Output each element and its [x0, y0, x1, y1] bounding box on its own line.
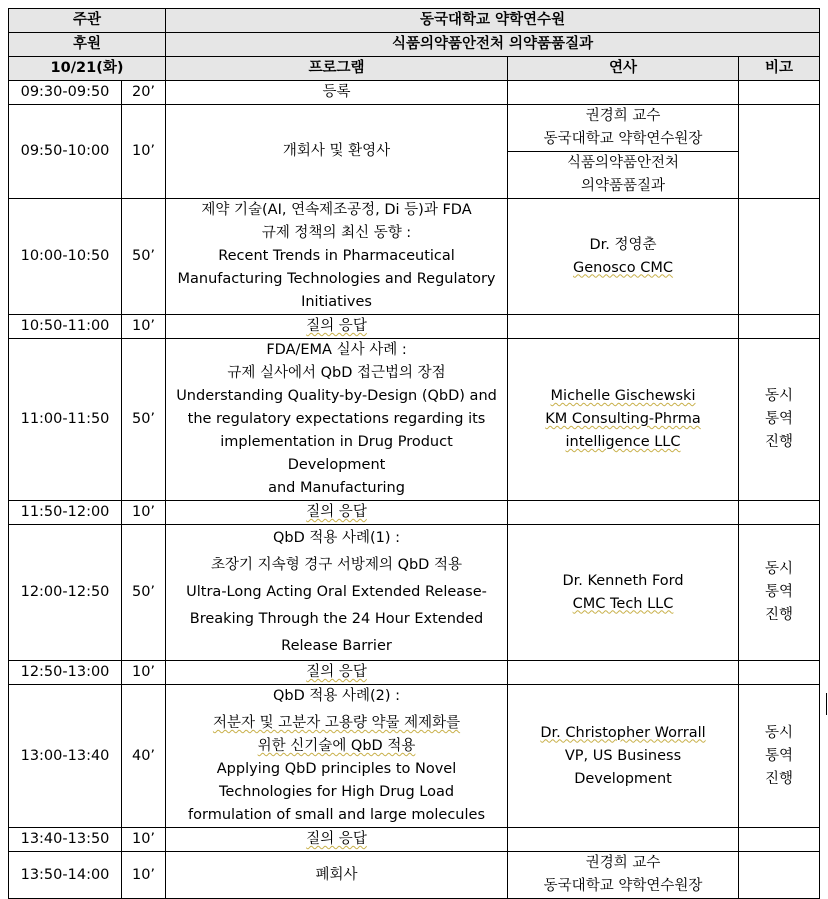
speaker-cell [508, 81, 739, 105]
program-cell [166, 852, 508, 899]
program-line: 제약 기술(AI, 연속제조공정, Di 등)과 FDA [201, 202, 472, 218]
note-line: 통역 [765, 411, 794, 427]
program-cell [166, 339, 508, 501]
duration-cell: 10’ [122, 852, 166, 899]
program-cell [166, 525, 508, 661]
speaker-line: Development [574, 770, 672, 787]
date-header: 10/21(화) [9, 57, 166, 81]
speaker-line: intelligence LLC [565, 434, 681, 450]
program-line: the regulatory expectations regarding its [187, 411, 486, 427]
program-line: Applying QbD principles to Novel [216, 761, 457, 777]
program-line: 위한 신기술에 QbD 적용 [257, 738, 416, 754]
program-line: Breaking Through the 24 Hour Extended [189, 611, 484, 627]
time-cell: 12:00-12:50 [9, 525, 122, 661]
speaker-line: 권경희 교수 [585, 108, 661, 124]
note-cell [739, 828, 820, 852]
duration-cell: 10’ [122, 315, 166, 339]
speaker-line: 동국대학교 약학연수원장 [543, 131, 703, 147]
duration-cell: 50’ [122, 199, 166, 315]
speaker-cell [508, 199, 739, 315]
time-cell: 10:00-10:50 [9, 199, 122, 315]
program-line: 질의 응답 [306, 664, 367, 680]
program-line: Manufacturing Technologies and Regulatory [177, 271, 496, 287]
speaker-line: KM Consulting-Phrma [545, 411, 701, 427]
schedule-table [8, 8, 820, 899]
duration-cell: 20’ [122, 81, 166, 105]
duration-cell: 10’ [122, 501, 166, 525]
schedule-row [9, 81, 820, 105]
duration-cell: 10’ [122, 105, 166, 199]
program-line: 질의 응답 [306, 831, 367, 847]
program-line: 개회사 및 환영사 [282, 143, 391, 159]
time-cell: 09:30-09:50 [9, 81, 122, 105]
note-cell [739, 501, 820, 525]
note-line: 통역 [765, 747, 794, 764]
sponsor-label: 후원 [9, 33, 166, 57]
note-line: 동시 [765, 561, 794, 577]
program-line: QbD 적용 사례(1) : [272, 530, 401, 546]
speaker-line: 동국대학교 약학연수원장 [543, 878, 703, 894]
organizer-value: 동국대학교 약학연수원 [166, 9, 820, 33]
schedule-row [9, 828, 820, 852]
program-line: FDA/EMA 실사 사례 : [266, 342, 407, 358]
note-line: 동시 [765, 724, 794, 741]
program-cell [166, 661, 508, 685]
program-line: Initiatives [301, 294, 372, 310]
speaker-cell [508, 501, 739, 525]
speaker-line: Michelle Gischewski [550, 388, 696, 404]
text-cursor [826, 693, 827, 715]
time-cell: 13:40-13:50 [9, 828, 122, 852]
program-cell [166, 199, 508, 315]
program-line: Release Barrier [281, 638, 392, 654]
schedule-row [9, 501, 820, 525]
schedule-row [9, 105, 820, 152]
duration-cell: 10’ [122, 661, 166, 685]
speaker-cell [508, 685, 739, 828]
program-header: 프로그램 [166, 57, 508, 81]
program-cell [166, 828, 508, 852]
speaker-line: Dr. 정영춘 [589, 236, 657, 253]
program-cell [166, 685, 508, 828]
organizer-row [9, 9, 820, 33]
time-cell: 11:50-12:00 [9, 501, 122, 525]
program-line: 규제 정책의 최신 동향 : [261, 225, 412, 241]
note-cell [739, 339, 820, 501]
speaker-line: 권경희 교수 [585, 855, 661, 871]
program-line: 폐회사 [315, 866, 358, 883]
program-line: Recent Trends in Pharmaceutical [218, 248, 455, 264]
note-header: 비고 [739, 57, 820, 81]
schedule-row [9, 685, 820, 828]
duration-cell: 10’ [122, 828, 166, 852]
note-line: 통역 [765, 584, 794, 600]
speaker-header: 연사 [508, 57, 739, 81]
speaker-line: 식품의약품안전처 [566, 155, 680, 171]
time-cell: 12:50-13:00 [9, 661, 122, 685]
speaker-line: Dr. Kenneth Ford [562, 572, 684, 589]
program-line: 저분자 및 고분자 고용량 약물 제제화를 [212, 715, 461, 731]
duration-cell: 50’ [122, 339, 166, 501]
sponsor-row [9, 33, 820, 57]
program-line: Ultra-Long Acting Oral Extended Release- [186, 584, 487, 600]
note-cell [739, 105, 820, 199]
speaker-cell [508, 315, 739, 339]
program-line: Technologies for High Drug Load [218, 784, 455, 800]
speaker-cell [508, 339, 739, 501]
schedule-row [9, 661, 820, 685]
program-line: 질의 응답 [306, 504, 367, 520]
note-line: 동시 [765, 388, 794, 404]
organizer-label: 주관 [9, 9, 166, 33]
program-cell [166, 501, 508, 525]
program-line: formulation of small and large molecules [188, 807, 485, 823]
speaker-cell [508, 852, 739, 899]
note-cell [739, 661, 820, 685]
program-cell [166, 105, 508, 199]
program-line: 초장기 지속형 경구 서방제의 QbD 적용 [211, 557, 462, 573]
note-cell [739, 685, 820, 828]
time-cell: 10:50-11:00 [9, 315, 122, 339]
speaker-cell [508, 525, 739, 661]
speaker-line: CMC Tech LLC [572, 595, 674, 612]
note-cell [739, 315, 820, 339]
speaker-line: Dr. Christopher Worrall [540, 724, 706, 741]
time-cell: 09:50-10:00 [9, 105, 122, 199]
program-line: 규제 실사에서 QbD 접근법의 장점 [227, 365, 446, 381]
speaker-line: VP, US Business [564, 747, 682, 764]
speaker-line: 의약품품질과 [580, 178, 666, 194]
program-cell [166, 81, 508, 105]
note-cell [739, 525, 820, 661]
note-line: 진행 [765, 607, 794, 623]
note-line: 진행 [765, 770, 794, 787]
program-line: implementation in Drug Product Development [220, 434, 453, 473]
schedule-row [9, 199, 820, 315]
speaker-cell [508, 105, 739, 152]
duration-cell: 40’ [122, 685, 166, 828]
note-cell [739, 199, 820, 315]
program-line: QbD 적용 사례(2) : [272, 688, 401, 704]
speaker-cell [508, 661, 739, 685]
speaker-cell [508, 152, 739, 199]
note-cell [739, 81, 820, 105]
schedule-row [9, 525, 820, 661]
time-cell: 13:50-14:00 [9, 852, 122, 899]
schedule-row [9, 315, 820, 339]
program-line: Understanding Quality-by-Design (QbD) and [176, 388, 497, 404]
duration-cell: 50’ [122, 525, 166, 661]
schedule-row [9, 852, 820, 899]
program-line: 질의 응답 [306, 318, 367, 334]
schedule-row [9, 339, 820, 501]
sponsor-value: 식품의약품안전처 의약품품질과 [166, 33, 820, 57]
speaker-line: Genosco CMC [573, 259, 674, 276]
program-line: 등록 [322, 84, 351, 100]
speaker-cell [508, 828, 739, 852]
program-cell [166, 315, 508, 339]
note-cell [739, 852, 820, 899]
program-line: and Manufacturing [268, 480, 405, 496]
time-cell: 11:00-11:50 [9, 339, 122, 501]
note-line: 진행 [765, 434, 794, 450]
column-header-row [9, 57, 820, 81]
time-cell: 13:00-13:40 [9, 685, 122, 828]
